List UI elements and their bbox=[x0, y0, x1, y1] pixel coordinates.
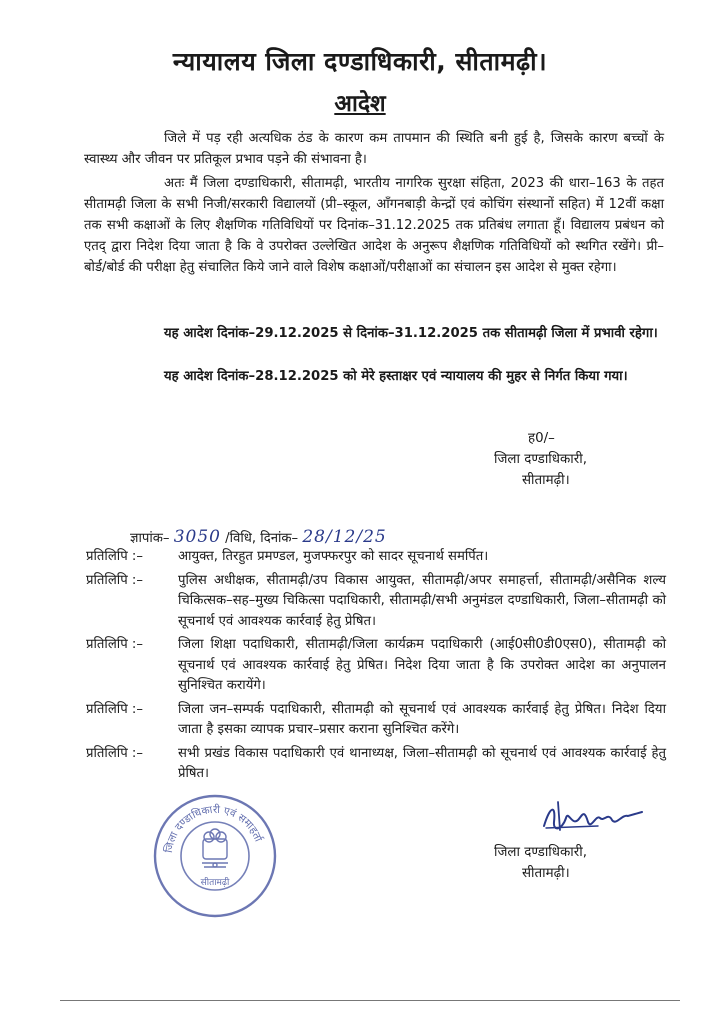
distribution-item bbox=[86, 635, 666, 697]
signature-block-1 bbox=[494, 428, 587, 491]
handwritten-signature bbox=[538, 796, 648, 842]
signed-mark: ह0/– bbox=[528, 431, 555, 446]
paragraph-cold-condition: जिले में पड़ रही अत्यधिक ठंड के कारण कम तापमान की स्थिति बनी हुई है, जिसके कारण बच्चों के स्वास्थ्य और जीवन पर प्रतिकूल प्रभाव पड़ने की संभावना है। bbox=[84, 131, 664, 167]
distribution-list bbox=[86, 547, 666, 785]
distribution-label: प्रतिलिपि :– bbox=[86, 572, 143, 588]
distribution-text: पुलिस अधीक्षक, सीतामढ़ी/उप विकास आयुक्त, सीतामढ़ी/अपर समाहर्त्ता, सीतामढ़ी/असैनिक शल्य चिकित्सक–सह–मुख्य चिकित्सा पदाधिकारी, सीतामढ़ी/सभी अनुमंडल दण्डाधिकारी, जिला–सीतामढ़ी को सूचनार्थ एवं आवश्यक कार्रवाई हेतु प्रेषित। bbox=[178, 572, 666, 629]
paragraph-order-details: अतः मैं जिला दण्डाधिकारी, सीतामढ़ी, भारतीय नागरिक सुरक्षा संहिता, 2023 की धारा–163 के तहत सीतामढ़ी जिला के सभी निजी/सरकारी विद्यालयों (प्री–स्कूल, आँगनबाड़ी केन्द्रों एवं कोचिंग संस्थानों सहित) में 12वीं कक्षा तक सभी कक्षाओं के लिए शैक्षणिक गतिविधियों पर दिनांक–31.12.2025 तक प्रतिबंध लगाता हूँ। विद्यालय प्रबंधन को एतद् द्वारा निदेश दिया जाता है कि वे उपरोक्त उल्लेखित आदेश के अनुरूप शैक्षणिक गतिविधियों को स्थगित रखेंगे। प्री–बोर्ड/बोर्ड की परीक्षा हेतु संचालित किये जाने वाले विशेष कक्षाओं/परीक्षाओं का संचालन इस आदेश से मुक्त रहेगा। bbox=[84, 176, 664, 275]
memo-number-handwritten: 3050 bbox=[173, 527, 221, 547]
distribution-item bbox=[86, 547, 666, 568]
distribution-label: प्रतिलिपि :– bbox=[86, 701, 143, 717]
distribution-label: प्रतिलिपि :– bbox=[86, 549, 143, 564]
paragraph-issue-date: यह आदेश दिनांक–28.12.2025 को मेरे हस्ताक्षर एवं न्यायालय की मुहर से निर्गत किया गया। bbox=[164, 369, 628, 384]
seal-bottom-text: सीतामढ़ी bbox=[200, 878, 230, 888]
distribution-label: प्रतिलिपि :– bbox=[86, 637, 143, 652]
footer-divider bbox=[60, 1000, 680, 1001]
distribution-text: आयुक्त, तिरहुत प्रमण्डल, मुजफ्फरपुर को सादर सूचनार्थ समर्पित। bbox=[178, 549, 489, 564]
memo-label: ज्ञापांक– bbox=[130, 531, 170, 546]
official-seal bbox=[152, 793, 278, 919]
distribution-text: सभी प्रखंड विकास पदाधिकारी एवं थानाध्यक्ष, जिला–सीतामढ़ी को सूचनार्थ एवं आवश्यक कार्रवाई हेतु प्रेषित। bbox=[178, 745, 666, 781]
memo-mid: /विधि, दिनांक– bbox=[225, 531, 299, 546]
signatory-place: सीतामढ़ी। bbox=[522, 866, 570, 881]
distribution-text: जिला शिक्षा पदाधिकारी, सीतामढ़ी/जिला कार्यक्रम पदाधिकारी (आई0सी0डी0एस0), सीतामढ़ी को सूचनार्थ एवं आवश्यक कार्रवाई हेतु प्रेषित। निदेश दिया जाता है कि उपरोक्त आदेश का अनुपालन सुनिश्चित करायेंगे। bbox=[178, 637, 666, 693]
signatory-title: जिला दण्डाधिकारी, bbox=[494, 845, 587, 860]
distribution-item bbox=[86, 700, 666, 741]
seal-ring-text: जिला दण्डाधिकारी एवं समाहर्ता bbox=[162, 803, 265, 854]
signatory-title: जिला दण्डाधिकारी, bbox=[494, 452, 587, 467]
signatory-place: सीतामढ़ी। bbox=[522, 473, 570, 488]
order-heading: आदेश bbox=[334, 91, 386, 117]
distribution-text: जिला जन–सम्पर्क पदाधिकारी, सीतामढ़ी को सूचनार्थ एवं आवश्यक कार्रवाई हेतु प्रेषित। निदेश दिया जाता है इसका व्यापक प्रचार–प्रसार कराना सुनिश्चित करेंगे। bbox=[178, 701, 666, 737]
memo-date-handwritten: 28/12/25 bbox=[302, 527, 387, 547]
distribution-label: प्रतिलिपि :– bbox=[86, 745, 143, 761]
distribution-item bbox=[86, 744, 666, 785]
distribution-item bbox=[86, 571, 666, 633]
page-title: न्यायालय जिला दण्डाधिकारी, सीतामढ़ी। bbox=[172, 47, 548, 76]
signature-block-2 bbox=[494, 842, 587, 884]
memo-line bbox=[130, 527, 387, 547]
emblem-icon bbox=[202, 829, 228, 867]
paragraph-effective-dates: यह आदेश दिनांक–29.12.2025 से दिनांक–31.12.2025 तक सीतामढ़ी जिला में प्रभावी रहेगा। bbox=[164, 326, 658, 341]
